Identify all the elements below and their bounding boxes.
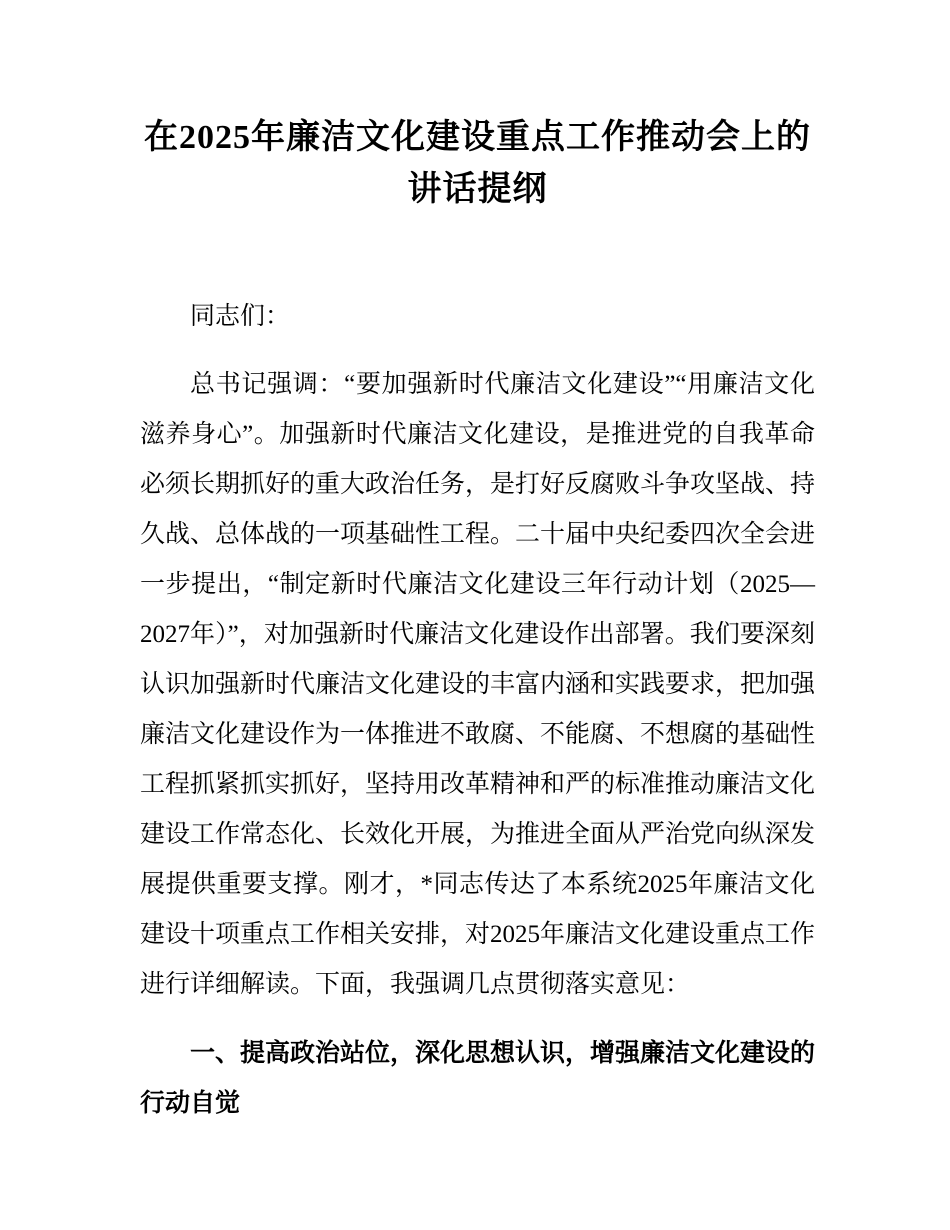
document-body <box>140 292 815 1128</box>
salutation: 同志们： <box>190 303 291 330</box>
section-heading-1: 一、提高政治站位，深化思想认识，增强廉洁文化建设的行动自觉 <box>140 1039 816 1117</box>
document-title: 在2025年廉洁文化建设重点工作推动会上的讲话提纲 <box>144 119 811 208</box>
paragraph: 总书记强调：“要加强新时代廉洁文化建设”“用廉洁文化滋养身心”。加强新时代廉洁文化建设，是推进党的自我革命必须长期抓好的重大政治任务，是打好反腐败斗争攻坚战、持久战、总体战的一项基础性工程。二十届中央纪委四次全会进一步提出，“制定新时代廉洁文化建设三年行动计划（2025—2027年）”，对加强新时代廉洁文化建设作出部署。我们要深刻认识加强新时代廉洁文化建设的丰富内涵和实践要求，把加强廉洁文化建设作为一体推进不敢腐、不能腐、不想腐的基础性工程抓紧抓实抓好，坚持用改革精神和严的标准推动廉洁文化建设工作常态化、长效化开展，为推进全面从严治党向纵深发展提供重要支撑。刚才，*同志传达了本系统2025年廉洁文化建设十项重点工作相关安排，对2025年廉洁文化建设重点工作进行详细解读。下面，我强调几点贯彻落实意见： <box>140 371 816 998</box>
